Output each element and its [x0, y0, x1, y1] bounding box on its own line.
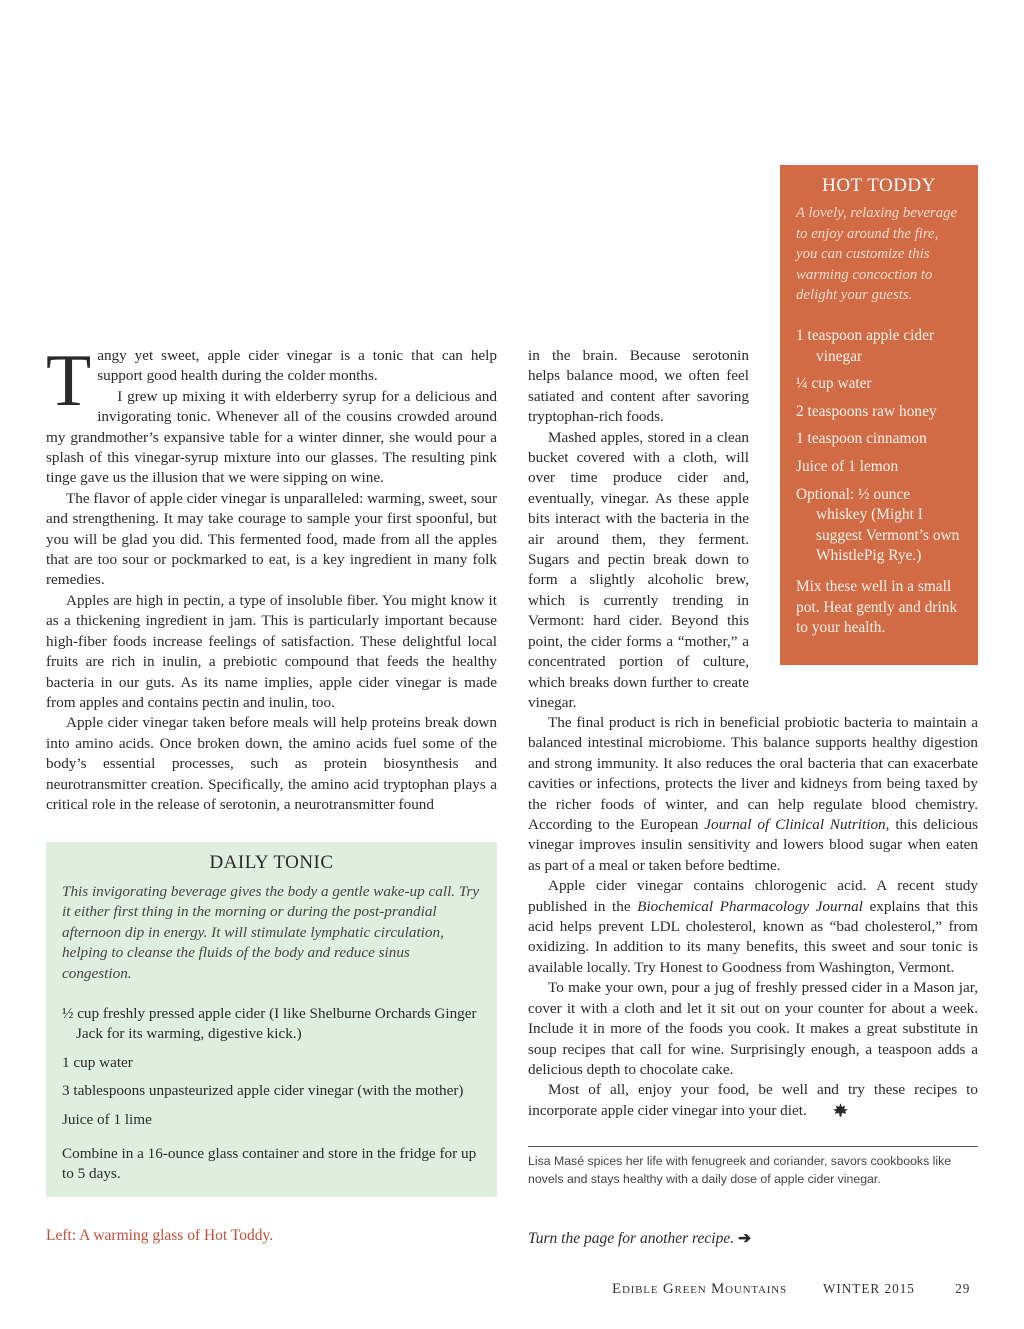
page-number: 29 [955, 1281, 971, 1296]
ingredient-item: ¼ cup water [796, 375, 872, 393]
article-paragraph: Apple cider vinegar contains chlorogenic acid. A recent study published in the Biochemical Pharmacology Journal explains that this acid helps prevent LDL cholesterol, known as “bad cholesterol,” from oxidizing. In addition to its many benefits, this sweet and sour tonic is available locally. Try Honest to Goodness from Washington, Vermont. [528, 877, 978, 976]
ingredient-item: 2 teaspoons raw honey [796, 402, 937, 420]
article-right-column [528, 713, 978, 1123]
ingredient-item: 1 teaspoon apple cider vinegar [796, 326, 935, 365]
ingredient-item: 1 teaspoon cinnamon [796, 430, 927, 448]
recipe-method: Combine in a 16-ounce glass container and store in the fridge for up to 5 days. [62, 1145, 477, 1183]
article-paragraph: in the brain. Because serotonin helps balance mood, we often feel satiated and content after savoring tryptophan-rich foods. [528, 347, 749, 426]
daily-tonic-recipe-box [46, 842, 497, 1197]
article-left-column [46, 340, 497, 815]
recipe-title: DAILY TONIC [209, 852, 334, 873]
issue-label: WINTER 2015 [822, 1281, 915, 1296]
article-paragraph: The final product is rich in beneficial probiotic bacteria to maintain a balanced intestinal microbiome. This balance supports healthy digestion and strong immunity. It also reduces the oral bacteria that can exacerbate cavities or infections, protects the liver and kidneys from being taxed by the richer foods of winter, and can help regulate blood chemistry. According to the European Journal of Clinical Nutrition, this delicious vinegar improves insulin sensitivity and lowers blood sugar when eaten as part of a meal or taken before bedtime. [528, 714, 979, 874]
recipe-intro: This invigorating beverage gives the body a gentle wake-up call. Try it either first thing in the morning or during the post-prandial afternoon dip in energy. It will stimulate lymphatic circulation, helping to cleanse the fluids of the body and reduce sinus congestion. [62, 883, 480, 982]
ingredient-list [62, 1004, 481, 1130]
article-paragraph: Most of all, enjoy your food, be well and try these recipes to incorporate apple cider vinegar into your diet. [528, 1080, 978, 1123]
ingredient-item: 1 cup water [62, 1053, 133, 1071]
article-paragraph: I grew up mixing it with elderberry syrup for a delicious and invigorating tonic. Whenever all of the cousins crowded around my grandmother’s expansive table for a winter dinner, she would pour a splash of this vinegar-syrup mixture into our glasses. The resulting pink tinge gave us the illusion that we were sipping on wine. [46, 387, 497, 487]
article-paragraph: To make your own, pour a jug of freshly pressed cider in a Mason jar, cover it with a cloth and let it sit out on your counter for about a week. Include it in more of the foods you cook. It makes a great substitute in soup recipes that call for wine. Surprisingly enough, a teaspoon adds a delicious depth to chocolate cake. [528, 979, 978, 1078]
hot-toddy-recipe-box [780, 165, 978, 665]
article-middle-column [528, 346, 749, 713]
article-paragraph: Apples are high in pectin, a type of insoluble fiber. You might know it as a thickening ingredient in jam. This is particularly important because high-fiber foods increase feelings of satisfaction. These delightful local fruits are rich in inulin, a prebiotic compound that feeds the healthy bacteria in our guts. As its name implies, apple cider vinegar is made from apples and contains pectin and inulin, too. [46, 591, 497, 711]
arrow-right-icon: ➔ [738, 1230, 752, 1247]
bio-divider [528, 1146, 978, 1147]
magazine-name: Edible Green Mountains [612, 1281, 787, 1297]
ingredient-list [796, 326, 962, 567]
photo-caption: Left: A warming glass of Hot Toddy. [46, 1227, 274, 1244]
article-paragraph: The flavor of apple cider vinegar is unparalleled: warming, sweet, sour and strengthening. It may take courage to sample your first spoonful, but you will be glad you did. This fermented food, made from all the apples that are too sour or pockmarked to eat, is a key ingredient in many folk remedies. [46, 489, 497, 589]
ingredient-item: Juice of 1 lime [62, 1110, 152, 1128]
journal-title: Journal of Clinical Nutrition [704, 816, 886, 834]
ingredient-item: 3 tablespoons unpasteurized apple cider vinegar (with the mother) [62, 1082, 464, 1100]
article-paragraph: Apple cider vinegar taken before meals will help proteins break down into amino acids. Once broken down, the amino acids fuel some of the body’s essential processes, such as protein biosynthesis and neurotransmitter creation. Specifically, the amino acid tryptophan plays a critical role in the release of serotonin, a neurotransmitter found [46, 714, 497, 813]
turn-page-note: Turn the page for another recipe. ➔ [528, 1230, 752, 1247]
article-paragraph: Tangy yet sweet, apple cider vinegar is a tonic that can help support good health during the colder months. [46, 340, 497, 422]
journal-title: Biochemical Pharmacology Journal [637, 897, 863, 915]
recipe-intro: A lovely, relaxing beverage to enjoy around the fire, you can customize this warming concoction to delight your guests. [796, 205, 958, 304]
ingredient-item: Juice of 1 lemon [796, 457, 899, 475]
author-bio: Lisa Masé spices her life with fenugreek and coriander, savors cookbooks like novels and stays healthy with a daily dose of apple cider vinegar. [528, 1154, 952, 1186]
page-footer [612, 1281, 970, 1298]
recipe-method: Mix these well in a small pot. Heat gently and drink to your health. [796, 577, 958, 637]
ingredient-item: Optional: ½ ounce whiskey (Might I suggest Vermont’s own WhistlePig Rye.) [796, 485, 960, 565]
article-paragraph: Mashed apples, stored in a clean bucket covered with a cloth, will over time produce cider and, eventually, vinegar. As these apple bits interact with the bacteria in the air around them, they ferment. Sugars and pectin break down to form a slightly alcoholic brew, which is currently trending in Vermont: hard cider. Beyond this point, the cider forms a “mother,” a concentrated portion of culture, which breaks down further to create vinegar. [528, 428, 749, 711]
recipe-title: HOT TODDY [822, 175, 936, 196]
ingredient-item: ½ cup freshly pressed apple cider (I like Shelburne Orchards Ginger Jack for its warming, digestive kick.) [62, 1005, 477, 1043]
drop-cap: T [46, 340, 92, 422]
maple-leaf-icon [813, 1103, 848, 1123]
